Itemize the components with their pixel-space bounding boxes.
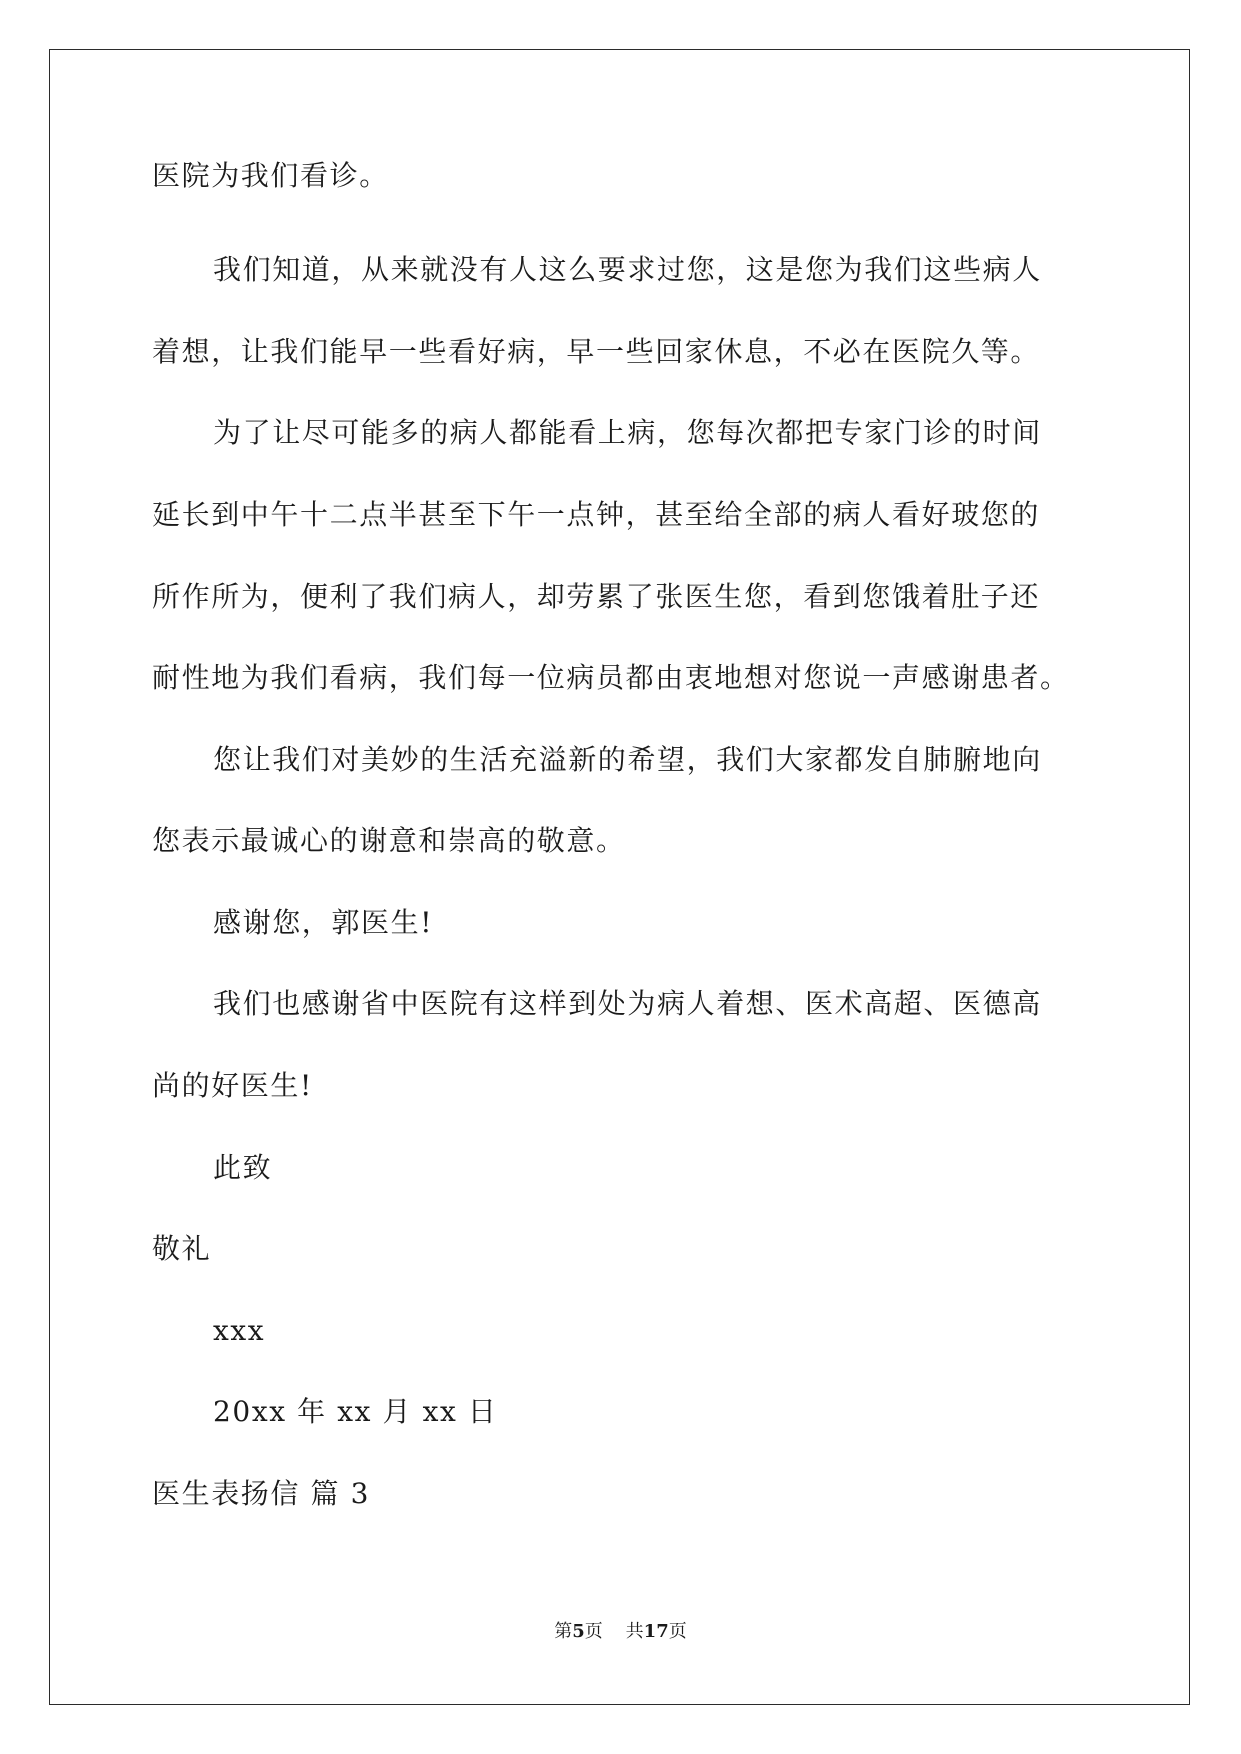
body-line-1: 医院为我们看诊。 bbox=[152, 159, 389, 192]
footer-page-number: 5 bbox=[572, 1621, 585, 1642]
date-line: 20xx 年 xx 月 xx 日 bbox=[213, 1395, 498, 1428]
footer-page-suffix: 页 bbox=[584, 1621, 603, 1642]
closing-salutation: 此致 bbox=[213, 1151, 273, 1184]
body-line-8: 您让我们对美妙的生活充溢新的希望，我们大家都发自肺腑地向 bbox=[213, 743, 1042, 776]
body-line-12: 尚的好医生! bbox=[152, 1069, 313, 1102]
body-line-2: 我们知道，从来就没有人这么要求过您，这是您为我们这些病人 bbox=[213, 253, 1042, 286]
page-footer bbox=[0, 1620, 1241, 1644]
body-line-7: 耐性地为我们看病，我们每一位病员都由衷地想对您说一声感谢患者。 bbox=[152, 661, 1070, 694]
footer-total-pages: 17 bbox=[643, 1621, 669, 1642]
footer-total-suffix: 页 bbox=[668, 1621, 687, 1642]
signature: xxx bbox=[213, 1314, 266, 1347]
body-line-3: 着想，让我们能早一些看好病，早一些回家休息，不必在医院久等。 bbox=[152, 335, 1041, 368]
body-line-6: 所作所为，便利了我们病人，却劳累了张医生您，看到您饿着肚子还 bbox=[152, 580, 1041, 613]
body-line-9: 您表示最诚心的谢意和崇高的敬意。 bbox=[152, 824, 626, 857]
section-heading: 医生表扬信 篇 3 bbox=[152, 1477, 371, 1510]
page-border bbox=[49, 49, 1190, 1705]
footer-prefix: 第 bbox=[554, 1621, 573, 1642]
body-line-5: 延长到中午十二点半甚至下午一点钟，甚至给全部的病人看好玻您的 bbox=[152, 498, 1041, 531]
closing-regards: 敬礼 bbox=[152, 1232, 212, 1265]
body-line-4: 为了让尽可能多的病人都能看上病，您每次都把专家门诊的时间 bbox=[213, 416, 1042, 449]
footer-total-prefix: 共 bbox=[625, 1621, 644, 1642]
body-line-11: 我们也感谢省中医院有这样到处为病人着想、医术高超、医德高 bbox=[213, 987, 1042, 1020]
body-line-10: 感谢您，郭医生! bbox=[213, 906, 434, 939]
